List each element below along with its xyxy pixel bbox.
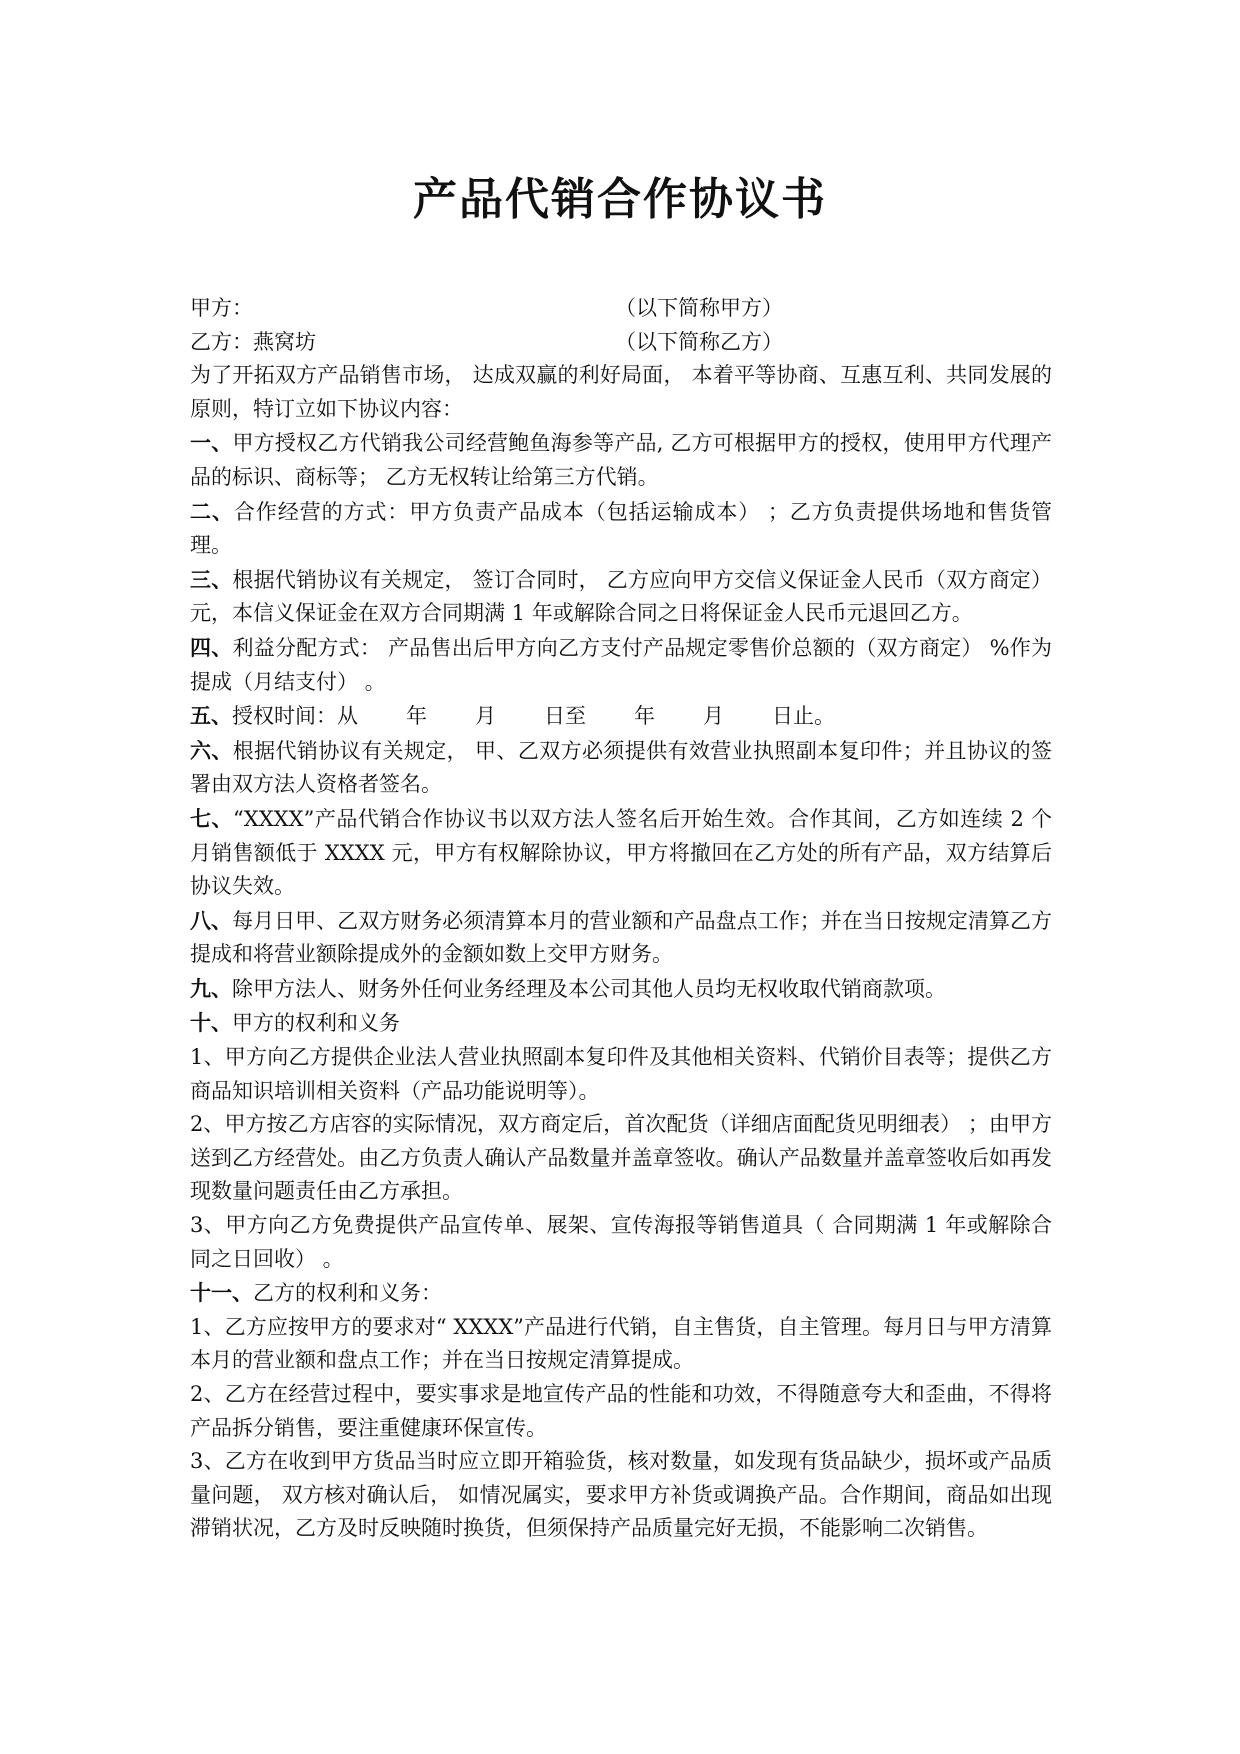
clause-10	[190, 1006, 1052, 1041]
clause-text: 根据代销协议有关规定， 签订合同时， 乙方应向甲方交信义保证金人民币（双方商定）元，本信义保证金在双方合同期满 1 年或解除合同之日将保证金人民币元退回乙方。	[190, 567, 1052, 626]
clause-text: 甲方授权乙方代销我公司经营鲍鱼海参等产品, 乙方可根据甲方的授权，使用甲方代理产品的标识、商标等； 乙方无权转让给第三方代销。	[190, 431, 1052, 489]
party-a-item-1: 1、甲方向乙方提供企业法人营业执照副本复印件及其他相关资料、代销价目表等；提供乙方商品知识培训相关资料（产品功能说明等）。	[190, 1045, 1052, 1103]
clause-text: 年	[634, 704, 655, 729]
clause-number: 九、	[190, 975, 232, 1001]
clause-5	[190, 699, 1052, 734]
party-b-line	[190, 326, 1052, 360]
clause-text: 乙方的权利和义务：	[253, 1281, 442, 1306]
clause-text: 日止。	[772, 704, 835, 729]
clause-text: 日至	[544, 704, 586, 729]
clause-number: 二、	[190, 498, 234, 524]
clause-9	[190, 972, 1052, 1007]
clause-2	[190, 495, 1052, 563]
clause-number: 三、	[190, 566, 233, 592]
party-a-note: （以下简称甲方）	[615, 296, 783, 320]
clause-4	[190, 631, 1052, 699]
clause-text: 甲方的权利和义务	[232, 1011, 400, 1036]
clause-number: 七、	[190, 805, 234, 831]
clause-text: 月	[475, 704, 496, 729]
clause-text: 合作经营的方式：甲方负责产品成本（包括运输成本） ；乙方负责提供场地和售货管理。	[190, 499, 1053, 558]
clause-text: 授权时间：从	[232, 704, 358, 729]
clause-6	[190, 734, 1052, 802]
clause-text: 年	[406, 704, 427, 729]
clause-number: 十、	[190, 1010, 232, 1036]
clause-text: 每月日甲、乙双方财务必须清算本月的营业额和产品盘点工作；并在当日按规定清算乙方提成和将营业额除提成外的金额如数上交甲方财务。	[190, 908, 1053, 967]
party-a-item-2: 2、甲方按乙方店容的实际情况，双方商定后，首次配货（详细店面配货见明细表） ；由甲方送到乙方经营处。由乙方负责人确认产品数量并盖章签收。确认产品数量并盖章签收后如再发现数量问题责任由乙方承担。	[190, 1112, 1052, 1204]
party-b-note: （以下简称乙方）	[615, 329, 783, 354]
clause-number: 六、	[190, 737, 233, 763]
clause-8	[190, 904, 1052, 972]
clause-number: 一、	[190, 430, 233, 456]
clause-text: 根据代销协议有关规定， 甲、乙双方必须提供有效营业执照副本复印件；并且协议的签署由双方法人资格者签名。	[190, 738, 1053, 797]
clause-3	[190, 563, 1052, 631]
party-b-label: 乙方：燕窝坊	[190, 329, 316, 354]
party-a-label: 甲方：	[190, 296, 253, 320]
document-title: 产品代销合作协议书	[413, 174, 827, 225]
party-a-line	[190, 292, 1052, 326]
party-b-item-3: 3、乙方在收到甲方货品当时应立即开箱验货，核对数量，如发现有货品缺少，损坏或产品质量问题， 双方核对确认后， 如情况属实，要求甲方补货或调换产品。合作期间，商品如出现滞销状况，乙方及时反映随时换货，但须保持产品质量完好无损，不能影响二次销售。	[190, 1449, 1052, 1541]
clause-7	[190, 802, 1052, 904]
clause-text: 除甲方法人、财务外任何业务经理及本公司其他人员均无权收取代销商款项。	[232, 976, 946, 1001]
party-a-item-3: 3、甲方向乙方免费提供产品宣传单、展架、宣传海报等销售道具（ 合同期满 1 年或解除合同之日回收） 。	[190, 1213, 1052, 1271]
clause-number: 四、	[190, 634, 233, 660]
clause-number: 十一、	[190, 1280, 253, 1306]
party-b-item-1: 1、乙方应按甲方的要求对“ XXXX”产品进行代销，自主售货，自主管理。每月日与甲方清算本月的营业额和盘点工作；并在当日按规定清算提成。	[190, 1314, 1052, 1373]
clause-number: 八、	[190, 907, 233, 933]
clause-1	[190, 426, 1052, 494]
clause-text: “XXXX”产品代销合作协议书以双方法人签名后开始生效。合作其间，乙方如连续 2 个月销售额低于 XXXX 元，甲方有权解除协议，甲方将撤回在乙方处的所有产品，双方结算后协议失效。	[190, 806, 1052, 899]
clause-text: 利益分配方式： 产品售出后甲方向乙方支付产品规定零售价总额的（双方商定） %作为提成（月结支付） 。	[190, 635, 1053, 694]
clause-11	[190, 1276, 1052, 1311]
party-b-item-2: 2、乙方在经营过程中，要实事求是地宣传产品的性能和功效，不得随意夸大和歪曲，不得将产品拆分销售，要注重健康环保宣传。	[190, 1382, 1052, 1440]
intro-paragraph: 为了开拓双方产品销售市场， 达成双赢的利好局面， 本着平等协商、互惠互利、共同发展的原则，特订立如下协议内容：	[190, 363, 1052, 421]
clause-number: 五、	[190, 703, 232, 729]
clause-text: 月	[703, 704, 724, 729]
document-body	[190, 292, 1052, 1546]
